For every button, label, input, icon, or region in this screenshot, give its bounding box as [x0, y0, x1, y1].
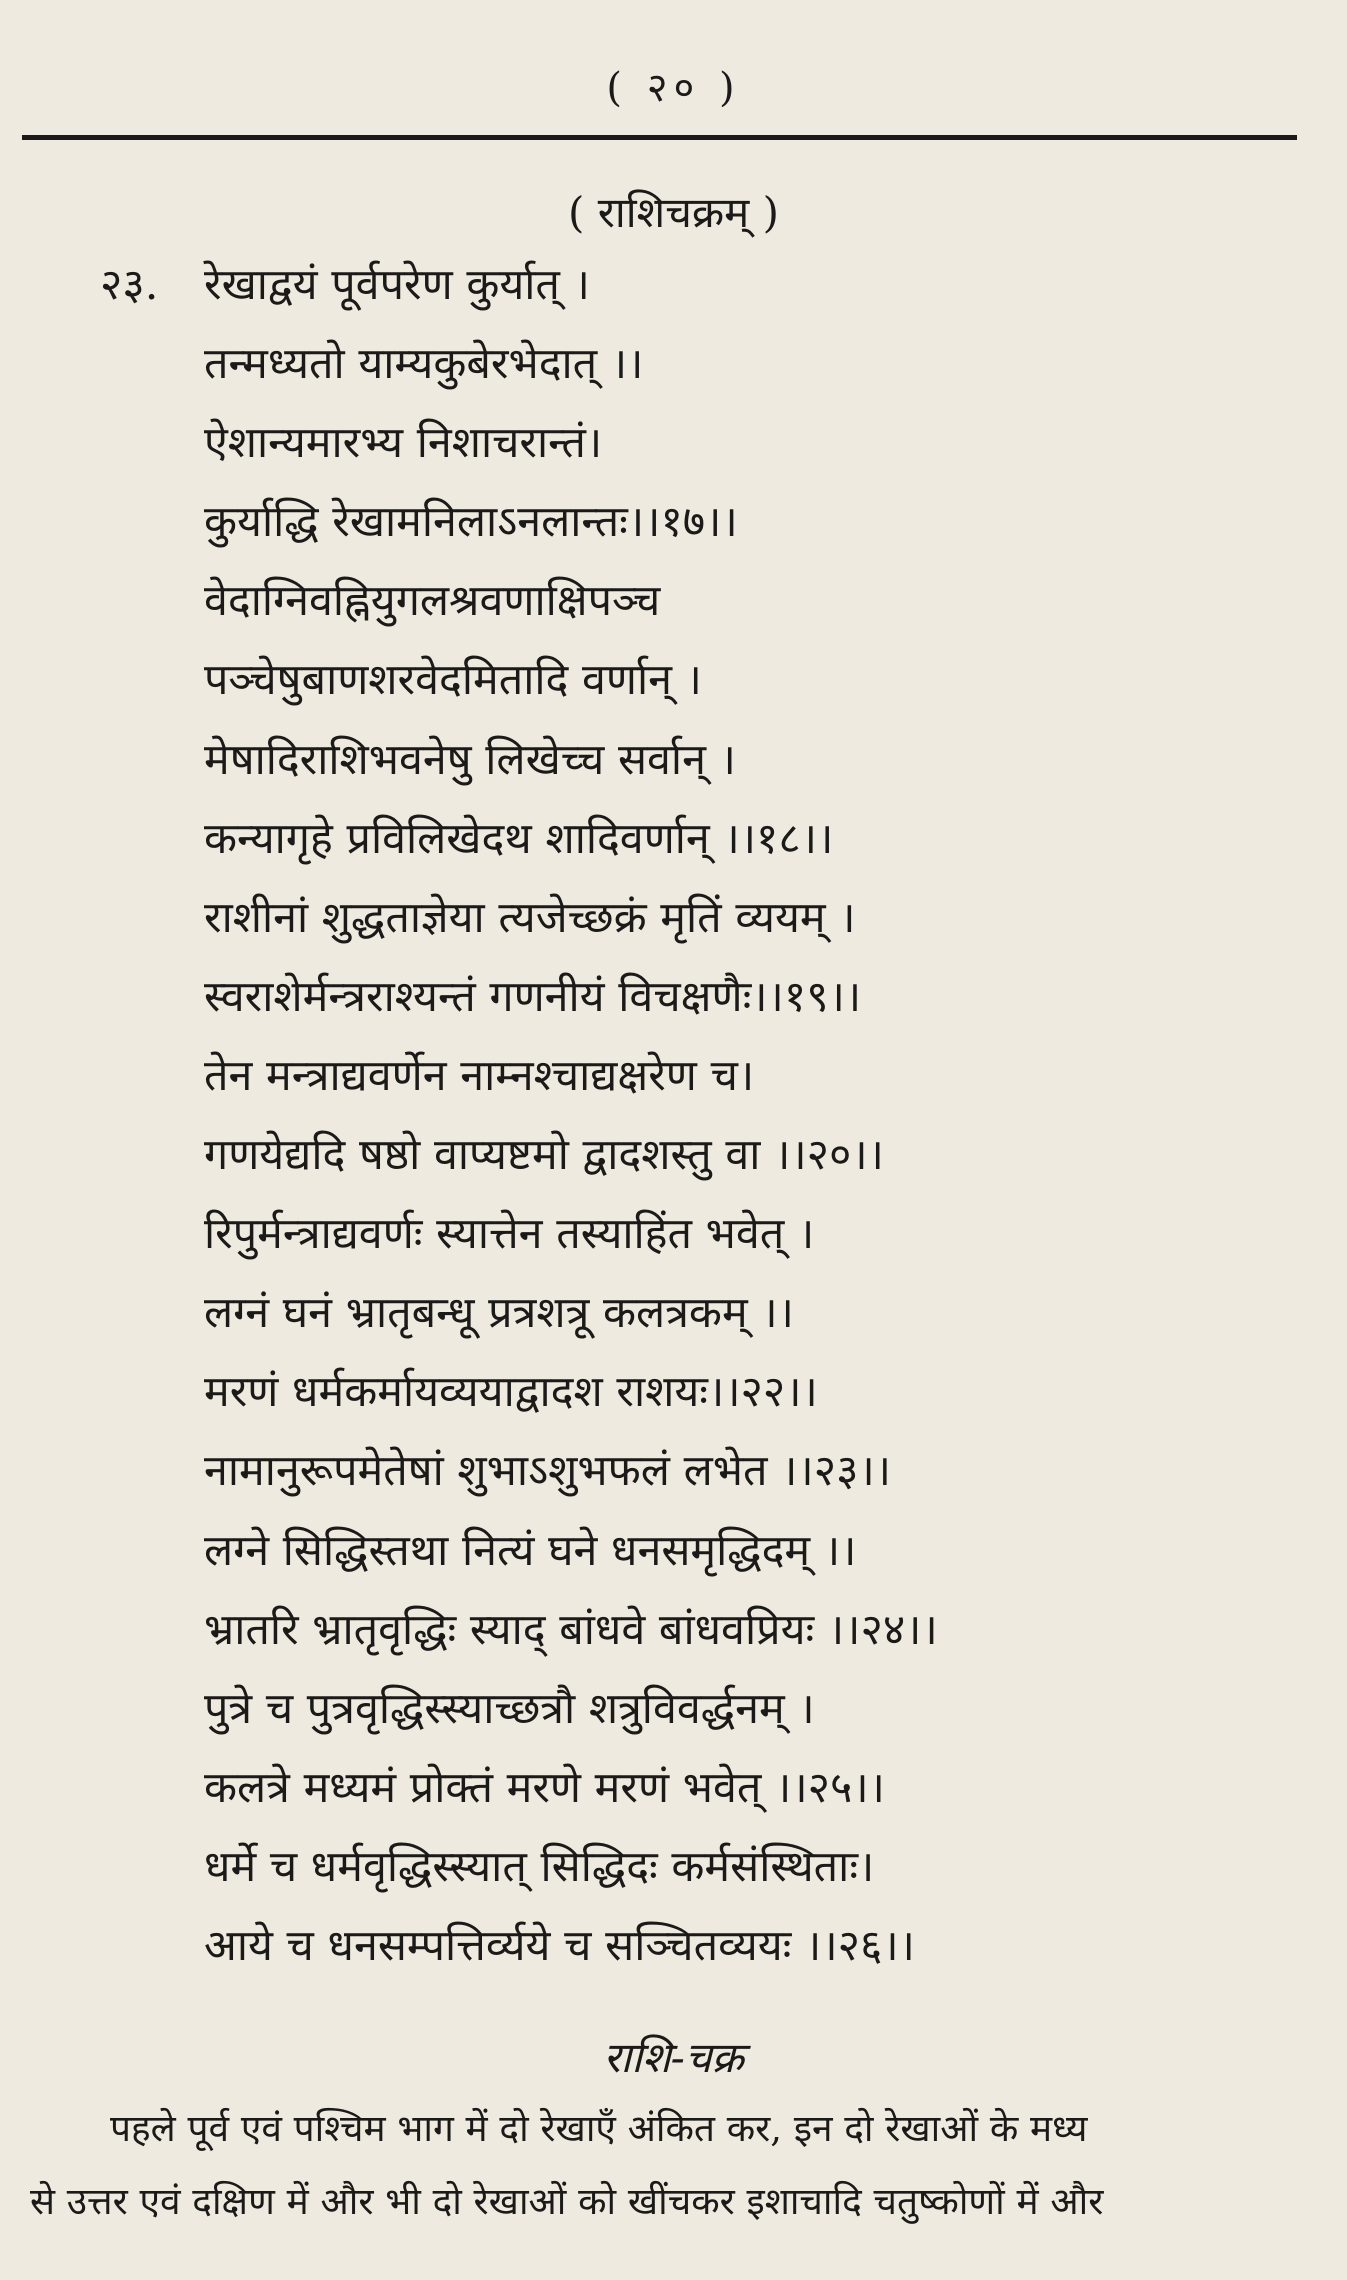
verse-text: कुर्याद्धि रेखामनिलाऽनलान्तः।।१७।। [204, 497, 738, 548]
verse-line [0, 1195, 1347, 1274]
verse-line [0, 879, 1347, 958]
verse-text: लग्ने सिद्धिस्तथा नित्यं घने धनसमृद्धिदम् ।। [204, 1525, 857, 1576]
verse-text: धर्मे च धर्मवृद्धिस्स्यात् सिद्धिदः कर्मसंस्थिताः। [204, 1841, 875, 1892]
verse-line [0, 1749, 1347, 1828]
verse-line [0, 641, 1347, 720]
verse-text: नामानुरूपमेतेषां शुभाऽशुभफलं लभेत ।।२३।। [204, 1446, 892, 1497]
commentary-paragraph [30, 2092, 1315, 2238]
verse-line [0, 1274, 1347, 1353]
header-divider [22, 135, 1297, 140]
verse-line [0, 1512, 1347, 1591]
verse-line [0, 404, 1347, 483]
verse-line [0, 1037, 1347, 1116]
verse-text: कन्यागृहे प्रविलिखेदथ शादिवर्णान् ।।१८।। [204, 813, 834, 864]
verse-text: रेखाद्वयं पूर्वपरेण कुर्यात् । [204, 260, 590, 310]
page-number: ( २० ) [606, 65, 741, 111]
verse-line [0, 1353, 1347, 1432]
verse-line [0, 562, 1347, 641]
verse-text: मरणं धर्मकर्मायव्ययाद्वादश राशयः।।२२।। [204, 1367, 818, 1418]
verse-text: गणयेद्यदि षष्ठो वाप्यष्टमो द्वादशस्तु वा ।।२०।। [204, 1130, 884, 1181]
verse-line [0, 958, 1347, 1037]
verse-text: लग्नं घनं भ्रातृबन्धू प्रत्रशत्रू कलत्रकम् ।। [204, 1288, 794, 1339]
verse-line [0, 800, 1347, 879]
verse-text: पञ्चेषुबाणशरवेदमितादि वर्णान् । [204, 655, 702, 706]
verse-line [0, 483, 1347, 562]
verse-line [0, 1432, 1347, 1511]
verse-line [0, 1670, 1347, 1749]
verse-text: कलत्रे मध्यमं प्रोक्तं मरणे मरणं भवेत् ।।२५।। [204, 1762, 885, 1813]
verse-line [0, 721, 1347, 800]
verse-text: ऐशान्यमारभ्य निशाचरान्तं। [204, 418, 603, 469]
verse-text: आये च धनसम्पत्तिर्व्यये च सञ्चितव्ययः ।।२६।। [204, 1920, 915, 1971]
verse-line [0, 1116, 1347, 1195]
verse-text: वेदाग्निवह्नियुगलश्रवणाक्षिपञ्च [204, 576, 661, 627]
section-title: ( राशिचक्रम् ) [567, 188, 779, 237]
commentary-line: से उत्तर एवं दक्षिण में और भी दो रेखाओं को खींचकर इशाचादि चतुष्कोणों में और [30, 2180, 1104, 2223]
verse-text: तन्मध्यतो याम्यकुबेरभेदात् ।। [204, 339, 644, 390]
verse-line [0, 1591, 1347, 1670]
verse-text: रिपुर्मन्त्राद्यवर्णः स्यात्तेन तस्याहिंत भवेत् । [204, 1209, 815, 1260]
verse-list [0, 246, 1347, 1986]
verse-number: २३. [100, 260, 159, 310]
commentary-line: पहले पूर्व एवं पश्चिम भाग में दो रेखाएँ अंकित कर, इन दो रेखाओं के मध्य [110, 2107, 1088, 2150]
verse-text: तेन मन्त्राद्यवर्णेन नाम्नश्चाद्यक्षरेण च। [204, 1050, 755, 1101]
verse-line [0, 1828, 1347, 1907]
verse-line [0, 246, 1347, 325]
verse-text: पुत्रे च पुत्रवृद्धिस्स्याच्छत्रौ शत्रुविवर्द्धनम् । [204, 1683, 815, 1734]
verse-text: मेषादिराशिभवनेषु लिखेच्च सर्वान् । [204, 734, 736, 785]
verse-line [0, 325, 1347, 404]
verse-text: स्वराशेर्मन्त्रराश्यन्तं गणनीयं विचक्षणैः।।१९।। [204, 971, 862, 1022]
sub-heading: राशि-चक्र [603, 2033, 744, 2082]
verse-text: राशीनां शुद्धताज्ञेया त्यजेच्छक्रं मृतिं व्ययम् । [204, 892, 856, 943]
verse-text: भ्रातरि भ्रातृवृद्धिः स्याद् बांधवे बांधवप्रियः ।।२४।। [204, 1604, 938, 1655]
verse-line [0, 1907, 1347, 1986]
